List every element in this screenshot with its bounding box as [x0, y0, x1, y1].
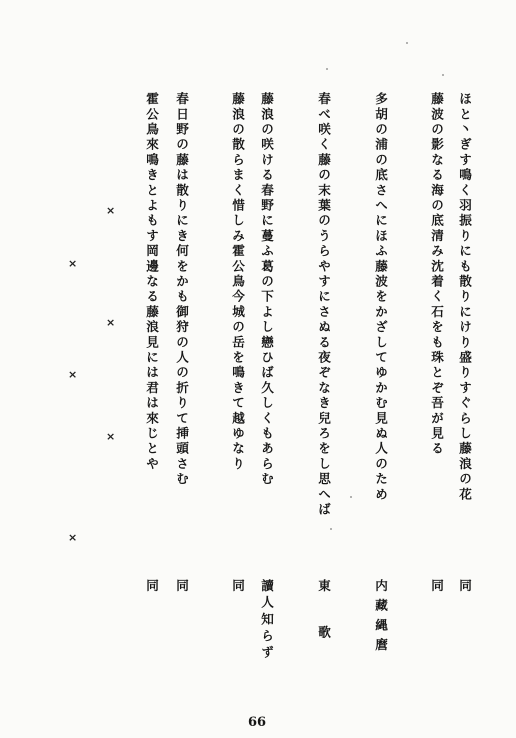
paper-speck: [330, 528, 332, 530]
poem-2-text: 藤波の影なる海の底清み沈着く石をも珠とぞ吾が見る: [429, 92, 444, 457]
poem-2-attribution: 同: [429, 579, 444, 599]
paper-speck: [406, 42, 408, 44]
poem-7-text: 春日野の藤は散りにき何をかも御狩の人の折りて挿頭さむ: [174, 92, 189, 488]
separator-mark: ×: [106, 316, 116, 329]
separator-mark: ×: [68, 257, 78, 270]
poem-8-attribution: 同: [144, 579, 159, 599]
poem-5-text: 藤浪の咲ける春野に蔓ふ葛の下よし戀ひば久しくもあらむ: [259, 92, 274, 488]
separator-mark: ×: [106, 204, 116, 217]
separator-mark: ×: [68, 368, 78, 381]
separator-mark: ×: [68, 531, 78, 544]
paper-speck: [326, 68, 328, 70]
poem-4-attribution: 東歌: [316, 579, 331, 673]
poem-3-text: 多胡の浦の底さへにほふ藤波をかざしてゆかむ見ぬ人のため: [373, 92, 388, 503]
poem-6-attribution: 同: [230, 579, 245, 599]
paper-speck: [442, 74, 444, 76]
poem-8-text: 霍公鳥來鳴きとよもす岡邊なる藤浪見には君は來じとや: [144, 92, 159, 472]
poem-6-text: 藤浪の散らまく惜しみ霍公鳥今城の岳を鳴きて越ゆなり: [230, 92, 245, 472]
separator-mark: ×: [106, 430, 116, 443]
paper-speck: [350, 496, 352, 498]
page-number: 66: [248, 715, 267, 730]
poem-1-attribution: 同: [457, 579, 472, 599]
poem-1-text: ほと丶ぎす鳴く羽振りにも散りにけり盛りすぐらし藤浪の花: [457, 92, 472, 503]
poem-5-attribution: 讀人知らず: [259, 579, 274, 662]
poem-3-attribution: 内藏縄麿: [373, 579, 388, 658]
poem-7-attribution: 同: [174, 579, 189, 599]
poem-4-text: 春べ咲く藤の末葉のうらやすにさぬる夜ぞなき兒ろをし思へば: [316, 92, 331, 518]
